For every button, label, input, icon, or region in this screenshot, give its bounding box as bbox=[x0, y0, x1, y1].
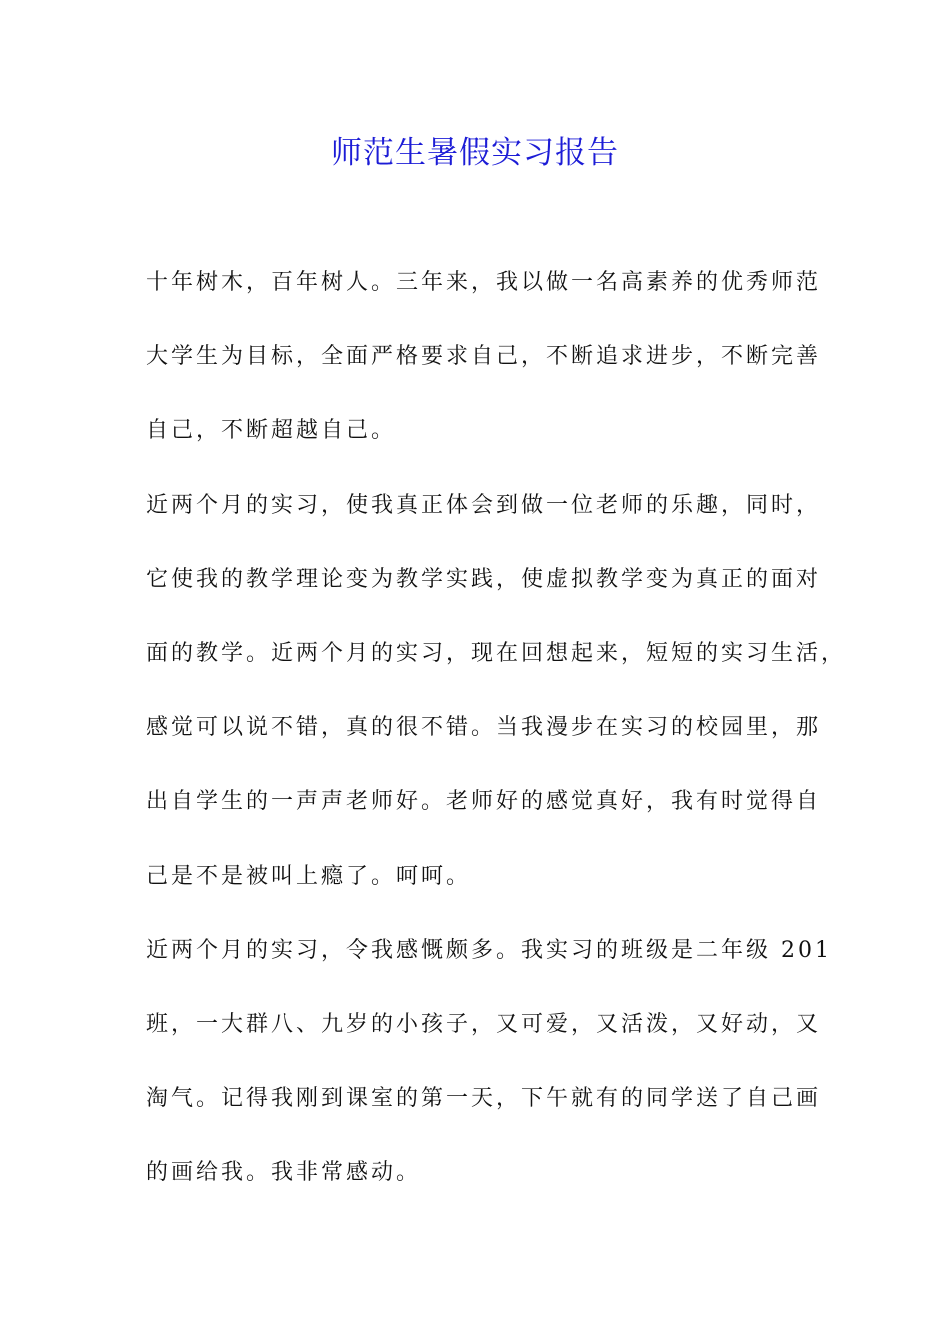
paragraph-line: 近两个月的实习，使我真正体会到做一位老师的乐趣，同时， bbox=[146, 492, 822, 518]
document-body bbox=[146, 246, 847, 1210]
paragraph-line: 出自学生的一声声老师好。老师好的感觉真好，我有时觉得自 bbox=[146, 789, 822, 815]
paragraph-line: 近两个月的实习，令我感慨颇多。我实习的班级是二年级 201 bbox=[146, 937, 832, 963]
paragraph-line: 面的教学。近两个月的实习，现在回想起来，短短的实习生活， bbox=[146, 640, 847, 666]
paragraph-line: 大学生为目标，全面严格要求自己，不断追求进步，不断完善 bbox=[146, 344, 822, 370]
paragraph-line: 淘气。记得我刚到课室的第一天，下午就有的同学送了自己画 bbox=[146, 1086, 822, 1112]
paragraph-line: 它使我的教学理论变为教学实践，使虚拟教学变为真正的面对 bbox=[146, 566, 822, 592]
paragraph-line: 自己，不断超越自己。 bbox=[146, 418, 397, 444]
paragraph-line: 己是不是被叫上瘾了。呵呵。 bbox=[146, 863, 472, 889]
document-title: 师范生暑假实习报告 bbox=[331, 135, 619, 171]
paragraph-line: 感觉可以说不错，真的很不错。当我漫步在实习的校园里，那 bbox=[146, 715, 822, 741]
paragraph-line: 的画给我。我非常感动。 bbox=[146, 1160, 422, 1186]
paragraph-line: 十年树木，百年树人。三年来，我以做一名高素养的优秀师范 bbox=[146, 270, 822, 295]
paragraph-line: 班，一大群八、九岁的小孩子，又可爱，又活泼，又好动，又 bbox=[146, 1011, 822, 1037]
